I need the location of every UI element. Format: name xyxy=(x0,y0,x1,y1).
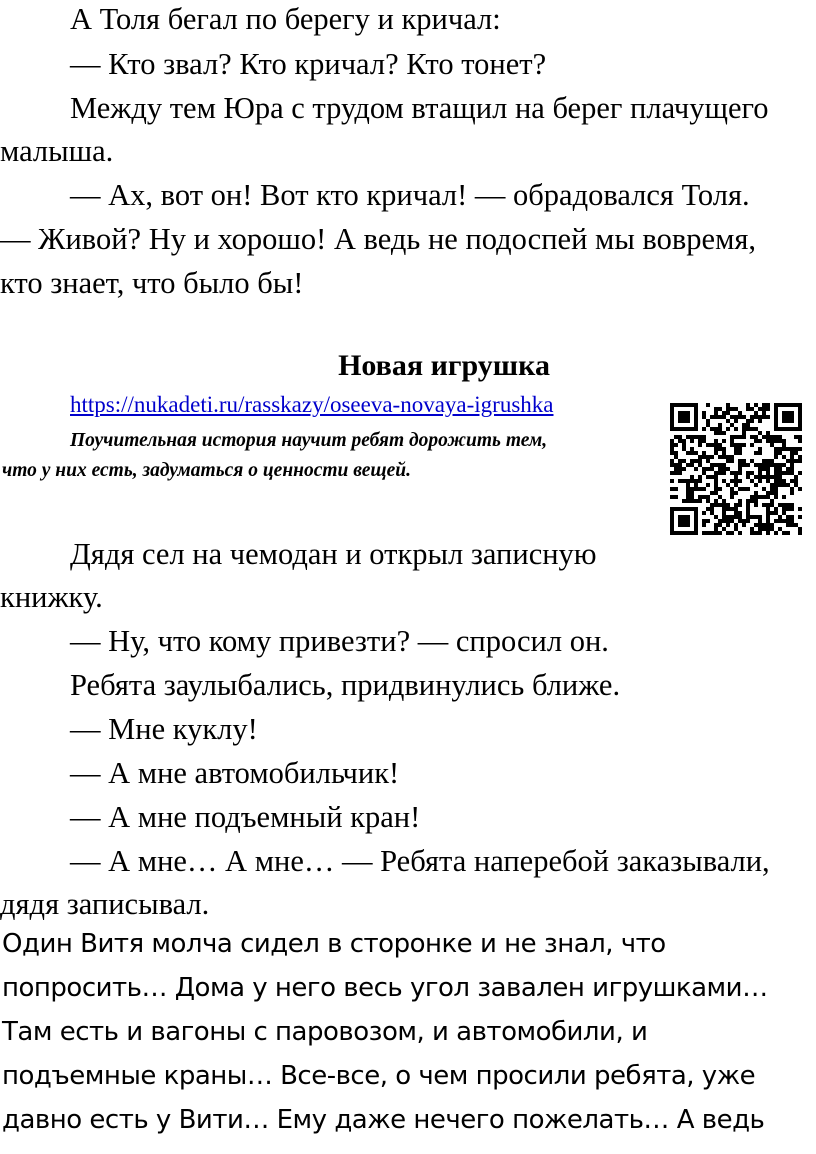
story-annotation: что у них есть, задуматься о ценности вещей. xyxy=(2,460,412,481)
paragraph-line: — Ах, вот он! Вот кто кричал! — обрадовался Толя. xyxy=(70,178,750,212)
paragraph-line: подъемные краны… Все-все, о чем просили ребята, уже xyxy=(2,1061,756,1091)
story-link[interactable]: https://nukadeti.ru/rasskazy/oseeva-novaya-igrushka xyxy=(70,392,554,417)
paragraph-line: книжку. xyxy=(0,580,103,614)
paragraph-line: — А мне подъемный кран! xyxy=(70,800,421,834)
paragraph-line: дядя записывал. xyxy=(0,887,210,921)
paragraph-line: Ребята заулыбались, придвинулись ближе. xyxy=(70,668,621,702)
paragraph-line: малыша. xyxy=(0,134,114,168)
paragraph-line: — Ну, что кому привезти? — спросил он. xyxy=(70,624,609,658)
paragraph-line: — Кто звал? Кто кричал? Кто тонет? xyxy=(70,47,547,81)
paragraph-line: попросить… Дома у него весь угол завален игрушками… xyxy=(2,973,768,1003)
paragraph-line: Один Витя молча сидел в сторонке и не знал, что xyxy=(2,929,666,959)
paragraph-line: А Толя бегал по берегу и кричал: xyxy=(70,2,501,36)
paragraph-line: Там есть и вагоны с паровозом, и автомобили, и xyxy=(2,1017,648,1047)
paragraph-line: давно есть у Вити… Ему даже нечего пожелать… А ведь xyxy=(2,1105,765,1135)
paragraph-line: — Мне куклу! xyxy=(70,712,258,746)
qr-code-icon[interactable] xyxy=(670,403,802,535)
story-title: Новая игрушка xyxy=(338,349,550,382)
paragraph-line: — Живой? Ну и хорошо! А ведь не подоспей мы вовремя, xyxy=(0,222,757,256)
paragraph-line: Дядя сел на чемодан и открыл записную xyxy=(70,537,597,571)
paragraph-line: Между тем Юра с трудом втащил на берег плачущего xyxy=(70,91,769,125)
paragraph-line: кто знает, что было бы! xyxy=(0,266,304,300)
paragraph-line: — А мне… А мне… — Ребята наперебой заказывали, xyxy=(70,844,770,878)
paragraph-line: — А мне автомобильчик! xyxy=(70,756,400,790)
story-annotation: Поучительная история научит ребят дорожить тем, xyxy=(70,430,548,451)
